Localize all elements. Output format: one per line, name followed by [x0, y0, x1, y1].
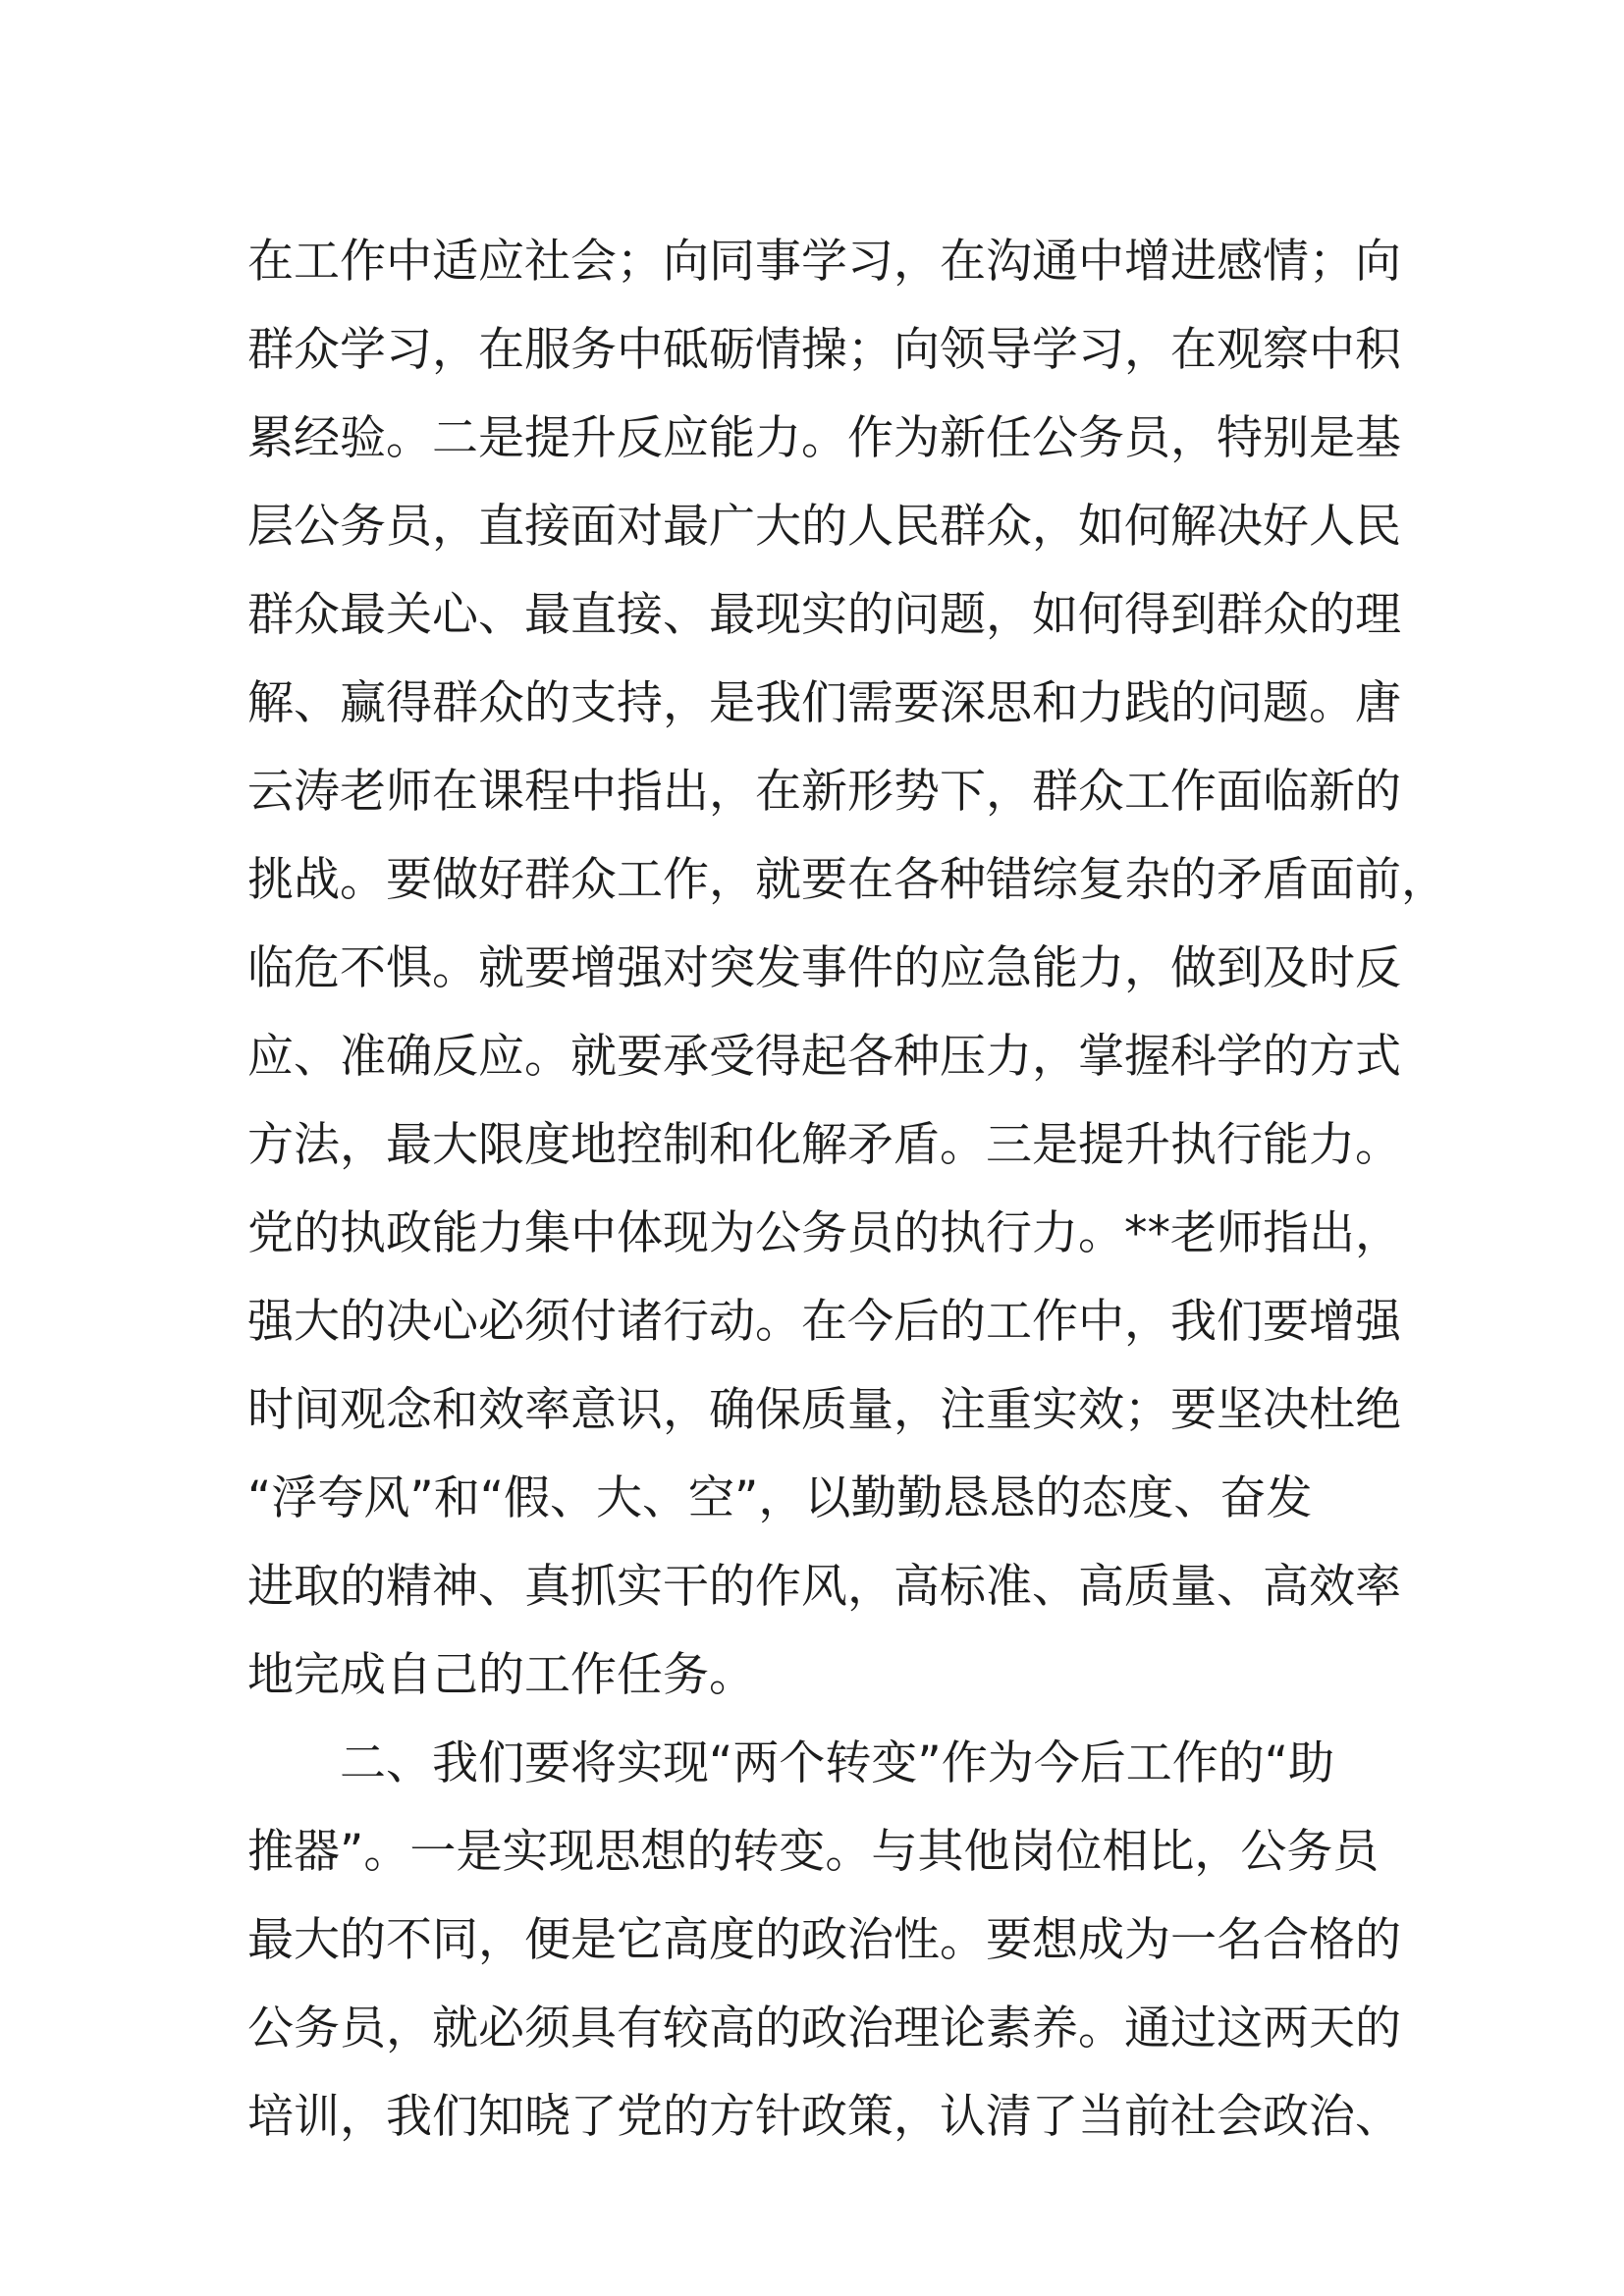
text-line-22: 培训，我们知晓了党的方针政策，认清了当前社会政治、 — [247, 2090, 1401, 2144]
text-line-6: 解、赢得群众的支持，是我们需要深思和力践的问题。唐 — [247, 676, 1401, 730]
text-line-8: 挑战。要做好群众工作，就要在各种错综复杂的矛盾面前， — [247, 853, 1447, 907]
text-line-4: 层公务员，直接面对最广大的人民群众，如何解决好人民 — [247, 500, 1401, 554]
text-line-1: 在工作中适应社会；向同事学习，在沟通中增进感情；向 — [247, 235, 1401, 289]
text-line-19: 推器”。一是实现思想的转变。与其他岗位相比，公务员 — [247, 1825, 1380, 1879]
text-line-12: 党的执政能力集中体现为公务员的执行力。**老师指出， — [247, 1206, 1401, 1260]
text-line-2: 群众学习，在服务中砥砺情操；向领导学习，在观察中积 — [247, 323, 1401, 377]
paragraph-start-line: 二、我们要将实现“两个转变”作为今后工作的“助 — [340, 1736, 1335, 1790]
text-line-16: 进取的精神、真抓实干的作风，高标准、高质量、高效率 — [247, 1560, 1401, 1614]
text-line-17: 地完成自己的工作任务。 — [247, 1648, 755, 1702]
text-line-5: 群众最关心、最直接、最现实的问题，如何得到群众的理 — [247, 588, 1401, 642]
text-line-10: 应、准确反应。就要承受得起各种压力，掌握科学的方式 — [247, 1030, 1401, 1084]
text-line-15: “浮夸风”和“假、大、空”，以勤勤恳恳的态度、奋发 — [247, 1471, 1313, 1525]
text-line-13: 强大的决心必须付诸行动。在今后的工作中，我们要增强 — [247, 1295, 1401, 1349]
text-line-14: 时间观念和效率意识，确保质量，注重实效；要坚决杜绝 — [247, 1383, 1401, 1437]
text-line-3: 累经验。二是提升反应能力。作为新任公务员，特别是基 — [247, 411, 1401, 465]
document-body — [247, 218, 1447, 2162]
text-line-20: 最大的不同，便是它高度的政治性。要想成为一名合格的 — [247, 1913, 1401, 1967]
text-line-21: 公务员，就必须具有较高的政治理论素养。通过这两天的 — [247, 2002, 1401, 2056]
text-line-7: 云涛老师在课程中指出，在新形势下，群众工作面临新的 — [247, 765, 1401, 819]
text-line-9: 临危不惧。就要增强对突发事件的应急能力，做到及时反 — [247, 941, 1401, 995]
text-line-11: 方法，最大限度地控制和化解矛盾。三是提升执行能力。 — [247, 1118, 1401, 1172]
